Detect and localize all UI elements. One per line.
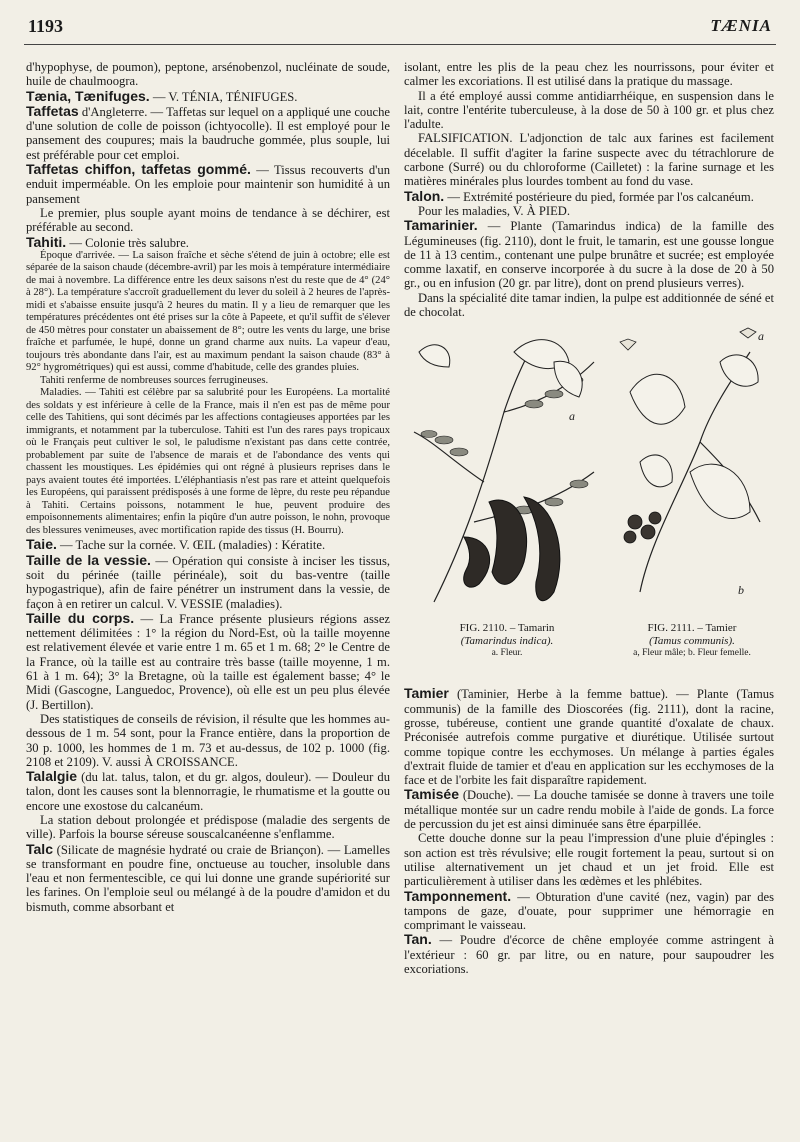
headword: Tamarinier. — [404, 217, 478, 234]
entry-tamisee — [404, 787, 774, 831]
entry-taffetas — [26, 104, 390, 162]
entry-paragraph: Le premier, plus souple ayant moins de tendance à se déchirer, est préférable au second. — [26, 205, 390, 235]
page-number: 1193 — [28, 16, 64, 36]
headword: Talalgie — [26, 768, 78, 785]
entry-text: — Plante (Tamarindus indica) de la famille des Légumineuses (fig. 2110), dont le fruit, le tamarin, est une gousse longue de 11 à 13 centim., contenant une pulpe brunâtre et sucrée; est employée comme laxatif, en conserve incorporée à du sucre à la dose de 20 à 50 gr., ou en infusion (20 gr. par litre), dont on prend plusieurs verres). — [404, 219, 774, 291]
entry-text: — Tissus recouverts d'un enduit imperméable. On les emploie pour maintenir son humidité à un pansement — [26, 163, 390, 206]
figures-block — [404, 322, 774, 682]
entry-tamier — [404, 686, 774, 787]
entry-text: (du lat. talus, talon, et du gr. algos, douleur). — Douleur du talon, dont les causes sont la blennorragie, le rhumatisme et la goutte ou encore une exostose du calcanéum. — [26, 770, 390, 813]
right-column — [404, 60, 774, 1130]
entry-paragraph: Dans la spécialité dite tamar indien, la pulpe est additionnée de séné et de chocolat. — [404, 290, 774, 320]
caption-legend: a, Fleur mâle; b. Fleur femelle. — [633, 648, 751, 659]
caption-legend: a. Fleur. — [491, 648, 523, 659]
figure-letter-a: a — [758, 329, 764, 344]
entry-paragraph: Il a été employé aussi comme antidiarrhéique, en suspension dans le lait, contre l'entérite tuberculeuse, à la dose de 50 à 100 gr. et plus chez l'adulte. — [404, 88, 774, 132]
tamier-illustration — [610, 322, 774, 622]
entry-text: (Silicate de magnésie hydraté ou craie de Briançon). — Lamelles se transformant en poudre fine, onctueuse au toucher, insoluble dans l'eau et non fermentescible, ce qui lui donne une grande supériorité sur les farines. On l'emploie seul ou mélangé à de la poudre d'amidon et du bismuth, comme absorbant et — [26, 842, 390, 914]
entry-paragraph: La station debout prolongée et prédispose (maladie des sergents de ville). Parfois la bourse séreuse souscalcanéenne s'enflamme. — [26, 813, 390, 842]
headword: Talon. — [404, 187, 445, 204]
entry-text: — Obturation d'une cavité (nez, vagin) par des tampons de gaze, d'ouate, pour supprimer une hémorragie en comprimant le vaisseau. — [404, 889, 774, 933]
entry-taenia — [26, 89, 390, 104]
entry-tamarinier — [404, 218, 774, 290]
page-header — [28, 16, 772, 42]
entry-paragraph: Des statistiques de conseils de révision, il résulte que les hommes au-dessous de 1 m. 54 sont, pour la France entière, dans la proportion de 30 p. 1000, les hommes de 1 m. 73 et au-dessus, de 102 p. 1000 (fig. 2108 et 2109). V. aussi À CROISSANCE. — [26, 711, 390, 769]
caption-title: FIG. 2110. – Tamarin — [459, 622, 555, 635]
entry-text: — Poudre d'écorce de chêne employée comme astringent à l'extérieur : 60 gr. par litre, ou en nature, pour saupoudrer les excoriations. — [404, 933, 774, 976]
entry-taie — [26, 537, 390, 552]
entry-talalgie — [26, 769, 390, 813]
header-rule — [24, 44, 776, 45]
headword: Taie. — [26, 536, 57, 553]
figure-letter: a — [569, 409, 575, 424]
entry-paragraph: Cette douche donne sur la peau l'impression d'une pluie d'épingles : son action est très révulsive; elle rougit fortement la peau, surtout si on utilise alternativement un jet chaud et un jet froid. Elle est particulièrement à utiliser dans les œdèmes et les phlébites. — [404, 831, 774, 889]
entry-tahiti — [26, 235, 390, 250]
headword: Tan. — [404, 931, 432, 948]
tahiti-sources: Tahiti renferme de nombreuses sources ferrugineuses. — [40, 374, 269, 386]
headword: Taffetas chiffon, taffetas gommé. — [26, 161, 251, 178]
headword: Taille de la vessie. — [26, 551, 151, 568]
entry-taille-corps — [26, 611, 390, 712]
entry-text: — Extrémité postérieure du pied, formée par l'os calcanéum. — [447, 189, 754, 204]
figure-2110-caption — [404, 622, 610, 660]
caption-latin: (Tamus communis). — [649, 634, 735, 647]
continuation-text: d'hypophyse, de poumon), peptone, arsénobenzol, nucléinate de soude, huile de chaulmoogra. — [26, 60, 390, 89]
headword: Tamponnement. — [404, 887, 512, 904]
entry-taffetas-chiffon — [26, 162, 390, 206]
entry-text: — Colonie très salubre. — [69, 235, 189, 250]
entry-text: (Taminier, Herbe à la femme battue). — Plante (Tamus communis) de la famille des Dioscorées (fig. 2111), dont la racine, grosse, tubéreuse, contient une grande quantité d'oxalate de chaux. Préconisée autrefois comme purgative et diurétique. Utilisée surtout comme topique contre les ecchymoses. Un mélange à parties égales d'extrait fluide de tamier et d'eau en application sur les ecchymoses de la face et de l'orbite les fait disparaître rapidement. — [404, 687, 774, 788]
entry-taille-vessie — [26, 553, 390, 611]
figure-letter-b: b — [738, 583, 744, 598]
running-head: TÆNIA — [710, 16, 772, 35]
tamarind-illustration — [404, 322, 610, 622]
headword: Tænia, Tænifuges. — [26, 87, 150, 104]
entry-text: d'Angleterre. — Taffetas sur lequel on a appliqué une couche d'une solution de colle de poisson (ichtyocolle). Il est employé pour le pansement des coupures; mais la baudruche gommée, plus souple, lui est préférable pour cet emploi. — [26, 104, 390, 162]
tahiti-climate: Époque d'arrivée. — La saison fraîche et sèche s'étend de juin à octobre; elle est séparée de la saison chaude (décembre-avril) par les mois à température intermédiaire de mai à novembre. La différence entre les deux saisons n'est du reste que de 4° (24° à 28°). La température s'accroît graduellement du lever du soleil à 2 heures de l'après-midi et s'abaisse ensuite jusqu'à 2 heures du matin. Il y a lieu de remarquer que les températures précédentes ont été prises sur la côte à Papeete, et qu'il suffit de s'élever de 450 mètres pour constater un abaissement de 8°; outre les vents du large, une brise fraîche et parfumée, le hupé, donne un grand charme aux nuits. La vapeur d'eau, toujours très abondante dans l'air, est au maximum pendant la saison chaude (83° à 92° hygrométriques) qui est aussi, comme d'habitude, celle des grandes pluies. — [26, 249, 390, 374]
entry-talc — [26, 842, 390, 914]
caption-title: FIG. 2111. – Tamier — [647, 622, 737, 635]
tahiti-diseases: Maladies. — Tahiti est célèbre par sa salubrité pour les Européens. La mortalité des soldats y est inférieure à celle de la France, mais il n'en est pas de même pour celle des Tahitiens, qui sont décimés par les affections contagieuses apportées par les immigrants, et notamment par la tuberculose. Tahiti est l'un des rares pays tropicaux où le Français peut cultiver le sol, le paludisme n'existant pas dans cette contrée, probablement par suite de l'absence de marais et de l'abondance des vents qui chassent les moustiques. Les épidémies qui ont régné à plusieurs reprises dans le pays avaient toutes été importées. L'éléphantiasis n'est pas rare et atteint quelquefois les Européens, qui paraissent prédisposés à une forme de lèpre, du reste peu répandue à Tahiti. Certains poissons, notamment le hue, peuvent produire des empoisonnements alimentaires; enfin la piqûre d'un autre poisson, le nohn, provoque des blessures venimeuses, avec mortification rapide des tissus (H. Bourru). — [26, 387, 390, 536]
figure-2111-caption — [610, 622, 774, 660]
entry-paragraph: Pour les maladies, V. À PIED. — [418, 203, 571, 218]
headword: Tahiti. — [26, 233, 67, 250]
entry-text: — Opération qui consiste à inciser les tissus, soit du périnée (taille périnéale), soit du bas-ventre (taille hypogastrique), afin de faire pénétrer un instrument dans la vessie, de façon à en retirer un calcul. V. VESSIE (maladies). — [26, 553, 390, 611]
entry-tamponnement — [404, 889, 774, 933]
entry-text: — Tache sur la cornée. V. ŒIL (maladies) : Kératite. — [60, 538, 326, 553]
left-column — [26, 60, 390, 1130]
entry-text: (Douche). — La douche tamisée se donne à travers une toile métallique montée sur un cadre rendu mobile à l'aide de gonds. La force de percussion du jet est ainsi diminuée sans être éparpillée. — [404, 788, 774, 832]
headword: Taffetas — [26, 102, 79, 119]
continuation-text: isolant, entre les plis de la peau chez les nourrissons, pour éviter et calmer les excoriations. Il est utilisé dans la pratique du massage. — [404, 60, 774, 89]
caption-latin: (Tamarindus indica). — [460, 634, 554, 647]
headword: Taille du corps. — [26, 609, 135, 626]
headword: Tamier — [404, 685, 449, 702]
falsification-paragraph: FALSIFICATION. L'adjonction de talc aux farines est facilement décelable. Il suffit d'agiter la farine suspecte avec du tétrachlorure de carbone (Surré) ou du chloroforme (Cailletet) : la farine surnage et les matières minérales plus lourdes tombent au fond du vase. — [404, 131, 774, 189]
headword: Tamisée — [404, 786, 459, 803]
entry-tan — [404, 932, 774, 976]
entry-text: — V. TÉNIA, TÉNIFUGES. — [152, 89, 298, 104]
entry-talon — [404, 189, 774, 204]
headword: Talc — [26, 840, 53, 857]
entry-text: — La France présente plusieurs régions assez nettement délimitées : 1° la région du Nord-Est, où la taille moyenne est relativement élevée et varie entre 1 m. 65 et 1 m. 68; 2° le Centre de la France, où la taille est au contraire très basse (taille moyenne, 1 m. 61 à 1 m. 64); 3° la Bretagne, où la taille est également basse; 4° le Midi (Gascogne, Languedoc, Provence), où elle est un peu plus élevée (J. Bertillon). — [26, 611, 390, 712]
